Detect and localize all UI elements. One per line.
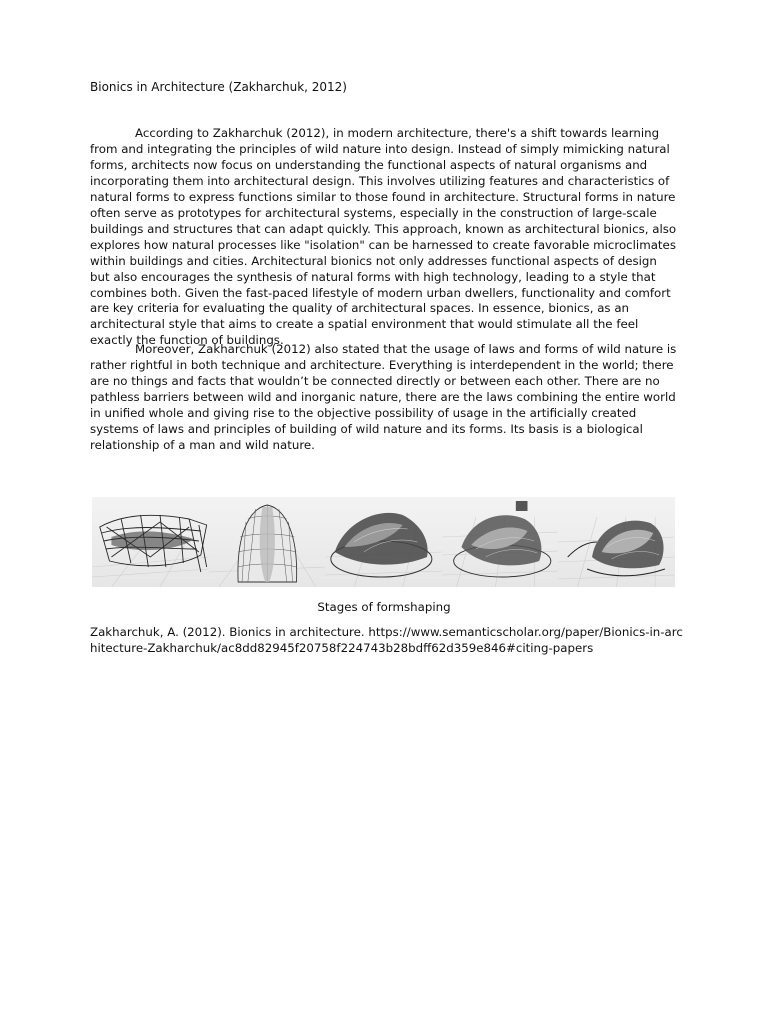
document-title: Bionics in Architecture (Zakharchuk, 2012) <box>90 80 347 94</box>
figure-panel-stage-5 <box>558 497 675 587</box>
figure-panel-stage-2 <box>209 497 326 587</box>
figure-panel-stage-1 <box>92 497 209 587</box>
figure-panel-stage-4 <box>442 497 559 587</box>
reference-citation: Zakharchuk, A. (2012). Bionics in architecture. https://www.semanticscholar.org/paper/Bionics-in-architecture-Zakharchuk/ac8dd82945f20758f224743b28bdff62d359e846#citing-papers <box>90 625 683 655</box>
paragraph-2: Moreover, Zakharchuk (2012) also stated that the usage of laws and forms of wild nature is rather rightful in both technique and architecture. Everything is interdependent in the world; there are no things and facts that wouldn’t be connected directly or between each other. There are no pathless barriers between wild and inorganic nature, there are the laws combining the entire world in unified whole and giving rise to the objective possibility of usage in the artificially created systems of laws and principles of building of wild nature and its forms. Its basis is a biological relationship of a man and wild nature. <box>90 342 677 452</box>
figure-caption: Stages of formshaping <box>317 600 451 614</box>
formshaping-figure <box>92 497 675 587</box>
paragraph-1: According to Zakharchuk (2012), in modern architecture, there's a shift towards learning from and integrating the principles of wild nature into design. Instead of simply mimicking natural forms, architects now focus on understanding the functional aspects of natural organisms and incorporating them into architectural design. This involves utilizing features and characteristics of natural forms to express functions similar to those found in architecture. Structural forms in nature often serve as prototypes for architectural systems, especially in the construction of large-scale buildings and structures that can adapt quickly. This approach, known as architectural bionics, also explores how natural processes like "isolation" can be harnessed to create favorable microclimates within buildings and cities. Architectural bionics not only addresses functional aspects of design but also encourages the synthesis of natural forms with high technology, leading to a style that combines both. Given the fast-paced lifestyle of modern urban dwellers, functionality and comfort are key criteria for evaluating the quality of architectural spaces. In essence, bionics, as an architectural style that aims to create a spatial environment that would stimulate all the feel exactly the function of buildings. <box>90 126 677 348</box>
figure-panel-stage-3 <box>325 497 442 587</box>
